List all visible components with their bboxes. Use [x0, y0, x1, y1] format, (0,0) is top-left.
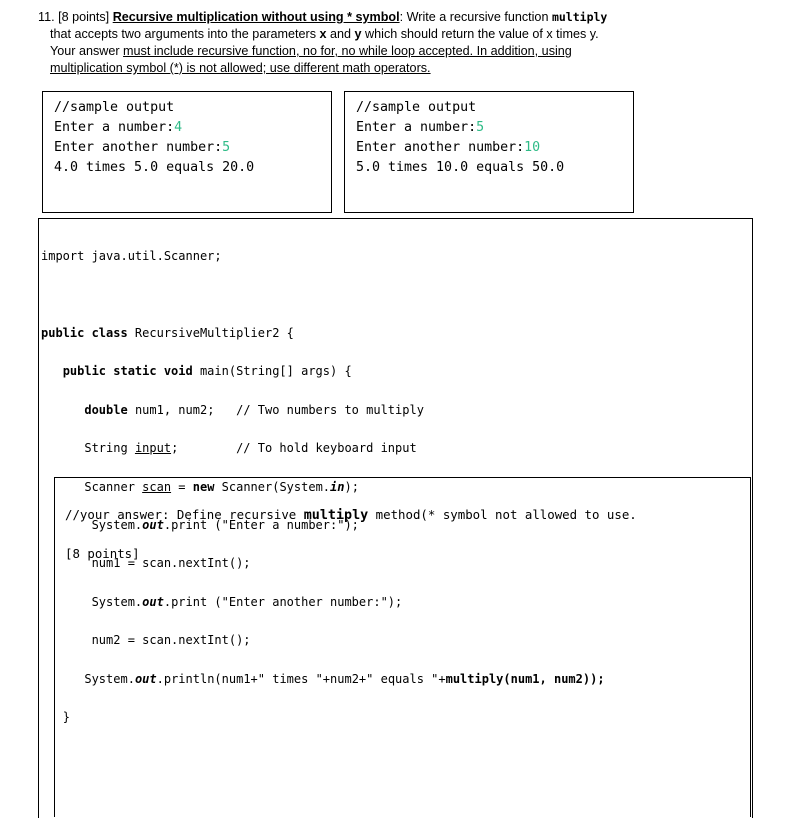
code-italic: out [142, 518, 164, 533]
code-segment: } [62, 710, 70, 725]
code-segment: String [84, 441, 135, 456]
answer-segment: method(* symbol not allowed to use. [368, 507, 637, 522]
code-italic: out [142, 594, 164, 609]
code-segment: ); [344, 479, 359, 494]
question-text-segment: and [326, 27, 355, 41]
answer-line-2: [8 points] [65, 546, 140, 561]
sample-input: 4 [174, 120, 183, 135]
sample-input: 5 [476, 120, 485, 135]
code-segment: Scanner [84, 479, 143, 494]
question-text-segment: that accepts two arguments into the parameters [50, 27, 320, 41]
question-text-segment: Your answer [50, 44, 124, 58]
sample-prompt: Enter another number: [54, 140, 223, 155]
question-line-2 [38, 26, 788, 43]
code-line [41, 401, 605, 420]
question-requirement: must include recursive function, no for, no while loop accepted. In addition, using [123, 44, 572, 58]
answer-keyword: multiply [303, 508, 369, 523]
code-keyword: double [84, 402, 128, 417]
sample-input: 10 [524, 140, 541, 155]
param-y: y [354, 27, 362, 41]
question-title: Recursive multiplication without using * symbol [112, 10, 400, 24]
sample-prompt: Enter a number: [356, 120, 477, 135]
answer-line-1 [65, 505, 637, 525]
code-segment: ; // To hold keyboard input [171, 441, 417, 456]
answer-instructions [65, 486, 637, 582]
code-underlined: input [134, 441, 172, 456]
code-line: public class RecursiveMultiplier2 { [41, 326, 294, 341]
sample-prompt: Enter another number: [356, 140, 525, 155]
code-segment: .println(num1+" times "+num2+" equals "+ [156, 671, 446, 686]
code-segment: .print ("Enter another number:"); [163, 594, 403, 609]
question-text [38, 9, 788, 77]
code-segment: .print ("Enter a number:"); [163, 518, 359, 533]
sample-header: //sample output [356, 100, 477, 115]
code-blank-line [41, 286, 605, 305]
code-segment: System. [91, 594, 143, 609]
question-line-3 [38, 43, 788, 60]
question-text-segment: : Write a recursive function [399, 10, 552, 24]
function-name: multiply [551, 10, 608, 24]
code-segment: num1, num2; // Two numbers to multiply [127, 402, 424, 417]
code-line: public static void main(String[] args) { [62, 364, 352, 379]
sample-output-2 [344, 91, 634, 213]
question-points: [8 points] [58, 10, 110, 24]
sample-prompt: Enter a number: [54, 120, 175, 135]
question-requirement: multiplication symbol (*) is not allowed; use different math operators. [50, 61, 431, 75]
answer-segment: //your answer: Define recursive [65, 507, 304, 522]
code-segment: System. [84, 671, 135, 686]
sample-result: 5.0 times 10.0 equals 50.0 [356, 160, 565, 175]
question-number: 11. [38, 10, 55, 24]
code-segment: num2 = scan.nextInt(); [91, 633, 251, 648]
code-underlined: scan [142, 479, 172, 494]
code-keyword: multiply(num1, num2)); [445, 671, 605, 686]
code-segment: System. [91, 518, 143, 533]
sample-header: //sample output [54, 100, 175, 115]
sample-input: 5 [222, 140, 231, 155]
code-segment: num1 = scan.nextInt(); [91, 556, 251, 571]
code-line: Scanner scan = new Scanner(System.in); [84, 479, 359, 494]
code-italic: out [134, 671, 157, 686]
question-line-1 [38, 9, 788, 26]
code-italic: in [330, 479, 345, 494]
question-line-4 [38, 60, 788, 77]
param-x: x [319, 27, 327, 41]
question-text-segment: which should return the value of x times y. [361, 27, 599, 41]
code-line: import java.util.Scanner; [41, 249, 222, 264]
sample-result: 4.0 times 5.0 equals 20.0 [54, 160, 255, 175]
code-line [41, 439, 605, 458]
sample-output-1 [42, 91, 332, 213]
